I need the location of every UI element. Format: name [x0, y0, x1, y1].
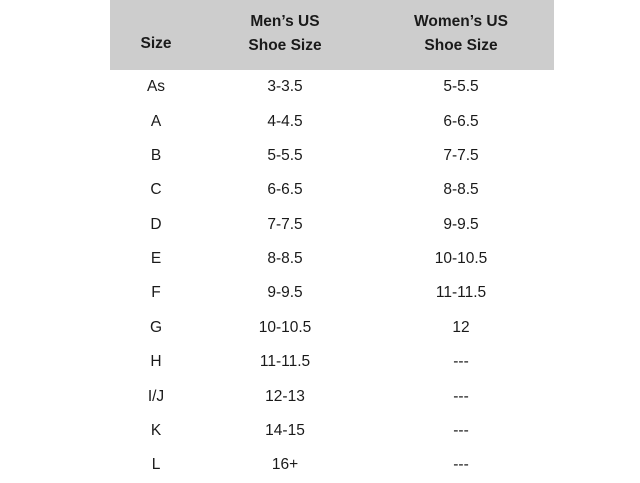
cell-size: H	[110, 345, 202, 379]
cell-mens-size: 8-8.5	[202, 242, 368, 276]
table-row	[110, 173, 554, 207]
column-header-size-label: Size	[140, 34, 172, 52]
cell-mens-size: 11-11.5	[202, 345, 368, 379]
column-header-mens-line1: Men’s US	[250, 13, 320, 30]
cell-size: G	[110, 311, 202, 345]
table-row	[110, 242, 554, 276]
table-row	[110, 345, 554, 379]
cell-size: L	[110, 448, 202, 482]
cell-size: F	[110, 276, 202, 310]
cell-size: D	[110, 208, 202, 242]
cell-size: C	[110, 173, 202, 207]
cell-womens-size: 11-11.5	[368, 276, 554, 310]
table-row	[110, 448, 554, 482]
cell-womens-size: 8-8.5	[368, 173, 554, 207]
column-header-mens-line2: Shoe Size	[248, 37, 322, 55]
cell-mens-size: 16+	[202, 448, 368, 482]
table-row	[110, 70, 554, 104]
table-row	[110, 139, 554, 173]
cell-mens-size: 7-7.5	[202, 208, 368, 242]
size-chart-container	[110, 0, 530, 483]
cell-size: K	[110, 414, 202, 448]
column-header-mens-us-shoe-size	[202, 0, 368, 70]
cell-size: As	[110, 70, 202, 104]
column-header-womens-us-shoe-size	[368, 0, 554, 70]
table-body	[110, 70, 554, 483]
table-row	[110, 311, 554, 345]
cell-womens-size: 12	[368, 311, 554, 345]
cell-mens-size: 3-3.5	[202, 70, 368, 104]
cell-womens-size: ---	[368, 345, 554, 379]
cell-womens-size: ---	[368, 448, 554, 482]
column-header-womens-line2: Shoe Size	[424, 37, 498, 55]
cell-size: A	[110, 104, 202, 138]
table-row	[110, 379, 554, 413]
cell-mens-size: 5-5.5	[202, 139, 368, 173]
cell-mens-size: 14-15	[202, 414, 368, 448]
table-row	[110, 208, 554, 242]
cell-mens-size: 6-6.5	[202, 173, 368, 207]
cell-womens-size: 7-7.5	[368, 139, 554, 173]
cell-mens-size: 12-13	[202, 379, 368, 413]
cell-womens-size: 6-6.5	[368, 104, 554, 138]
table-row	[110, 104, 554, 138]
cell-womens-size: ---	[368, 414, 554, 448]
table-row	[110, 276, 554, 310]
column-header-womens-line1: Women’s US	[414, 13, 508, 30]
cell-womens-size: 9-9.5	[368, 208, 554, 242]
cell-womens-size: 5-5.5	[368, 70, 554, 104]
cell-mens-size: 9-9.5	[202, 276, 368, 310]
cell-womens-size: 10-10.5	[368, 242, 554, 276]
cell-mens-size: 4-4.5	[202, 104, 368, 138]
table-header-row	[110, 0, 554, 70]
table-header	[110, 0, 554, 70]
cell-womens-size: ---	[368, 379, 554, 413]
cell-mens-size: 10-10.5	[202, 311, 368, 345]
cell-size: E	[110, 242, 202, 276]
column-header-size	[110, 0, 202, 70]
cell-size: I/J	[110, 379, 202, 413]
table-row	[110, 414, 554, 448]
size-chart-table	[110, 0, 554, 483]
cell-size: B	[110, 139, 202, 173]
